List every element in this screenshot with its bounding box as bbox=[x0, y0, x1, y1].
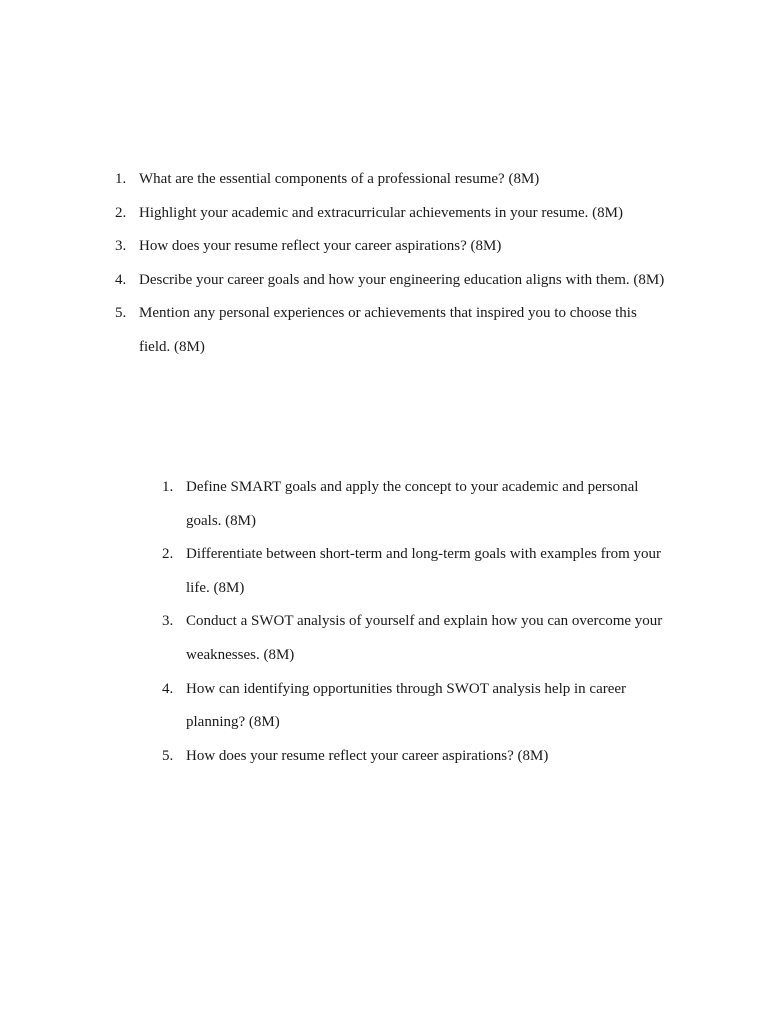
question-list-one bbox=[115, 163, 669, 365]
item-number: 4. bbox=[162, 680, 174, 697]
item-number: 3. bbox=[115, 238, 127, 255]
list-item bbox=[115, 297, 669, 364]
item-number: 3. bbox=[162, 613, 174, 630]
item-text: How does your resume reflect your career aspirations? (8M) bbox=[139, 238, 502, 255]
list-item bbox=[115, 163, 669, 197]
item-text: What are the essential components of a professional resume? (8M) bbox=[139, 171, 540, 187]
item-text: Mention any personal experiences or achievements that inspired you to choose this field. (8M) bbox=[139, 305, 637, 355]
item-number: 1. bbox=[162, 479, 174, 495]
item-text: Define SMART goals and apply the concept to your academic and personal goals. (8M) bbox=[186, 479, 639, 529]
item-number: 5. bbox=[115, 305, 127, 322]
item-text: How can identifying opportunities through SWOT analysis help in career planning? (8M) bbox=[186, 680, 627, 731]
list-item bbox=[162, 471, 671, 538]
list-item bbox=[115, 264, 669, 298]
list-item bbox=[115, 230, 669, 264]
list-item bbox=[115, 197, 669, 231]
item-text: Highlight your academic and extracurricular achievements in your resume. (8M) bbox=[139, 204, 623, 221]
item-number: 1. bbox=[115, 171, 127, 187]
list-item bbox=[162, 538, 671, 605]
item-number: 5. bbox=[162, 747, 174, 764]
item-text: Conduct a SWOT analysis of yourself and explain how you can overcome your weaknesses. (8M) bbox=[186, 613, 663, 663]
item-text: Describe your career goals and how your engineering education aligns with them. (8M) bbox=[139, 271, 665, 288]
item-number: 4. bbox=[115, 271, 127, 288]
list-item bbox=[162, 605, 671, 672]
item-text: How does your resume reflect your career aspirations? (8M) bbox=[186, 747, 549, 764]
list-item bbox=[162, 673, 671, 740]
item-number: 2. bbox=[115, 204, 127, 221]
item-number: 2. bbox=[162, 546, 174, 563]
question-list-two bbox=[162, 471, 671, 773]
list-item bbox=[162, 740, 671, 774]
item-text: Differentiate between short-term and long-term goals with examples from your life. (8M) bbox=[186, 546, 661, 596]
